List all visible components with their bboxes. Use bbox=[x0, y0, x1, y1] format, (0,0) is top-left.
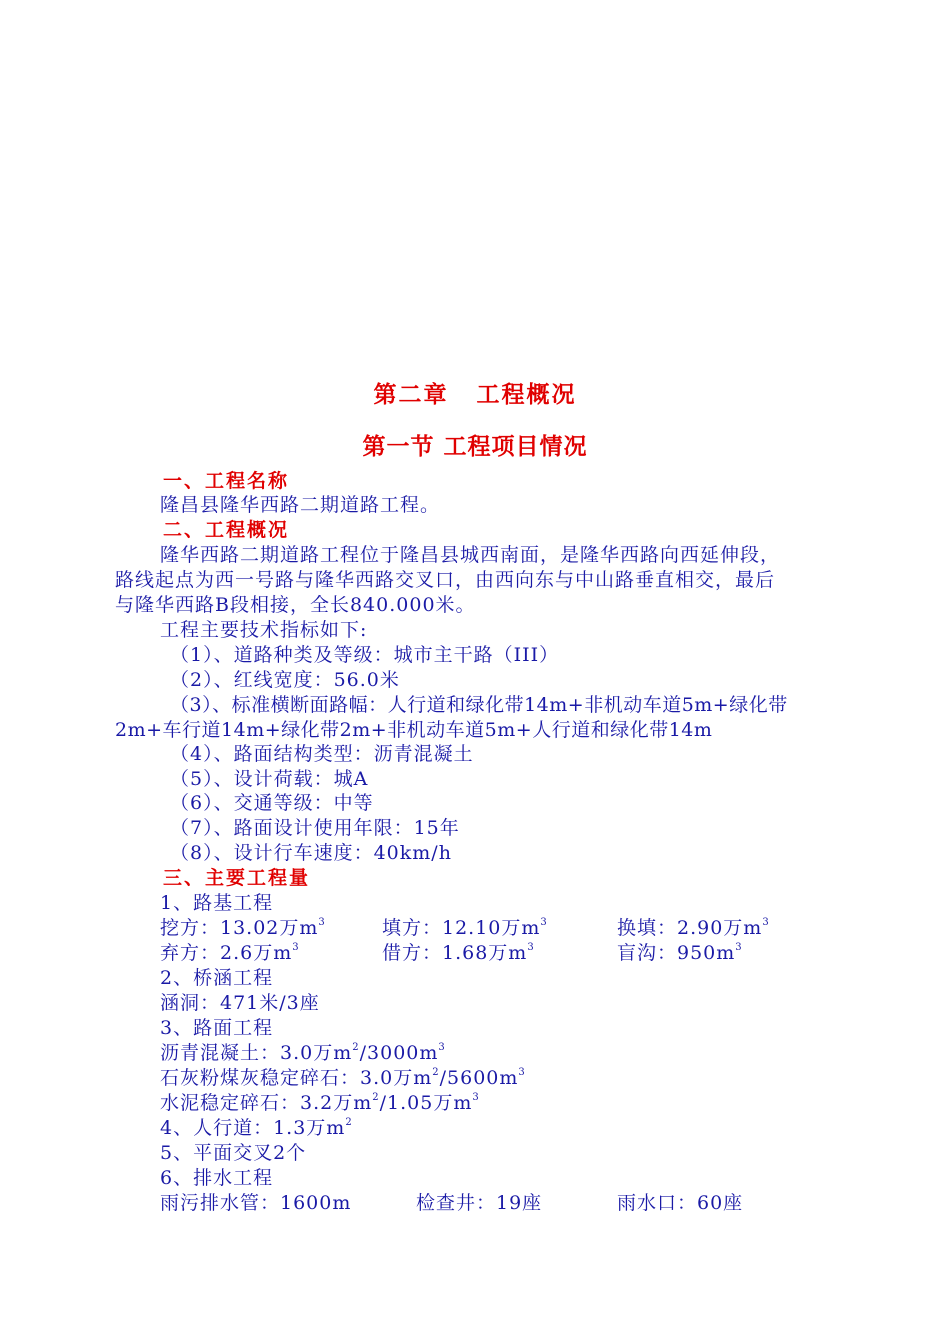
fill: 填方：12.10万$m^3$ bbox=[382, 917, 548, 939]
indicator-4: （4）、路面结构类型：沥青混凝土 bbox=[170, 743, 474, 765]
indicators-intro: 工程主要技术指标如下: bbox=[160, 619, 368, 641]
q3-title: 3、路面工程 bbox=[160, 1017, 274, 1039]
chapter-number: 第二章 bbox=[373, 382, 449, 408]
heading-project-name: 一、工程名称 bbox=[163, 470, 290, 492]
q6-title: 6、排水工程 bbox=[160, 1167, 274, 1189]
indicator-3-cont: 2m+车行道14m+绿化带2m+非机动车道5m+人行道和绿化带14m bbox=[115, 719, 713, 741]
overview-line-3: 与隆华西路B段相接，全长840.000米。 bbox=[115, 594, 476, 616]
culvert: 涵洞：471米/3座 bbox=[160, 992, 320, 1014]
chapter-name: 工程概况 bbox=[476, 382, 577, 408]
indicator-3: （3）、标准横断面路幅：人行道和绿化带14m+非机动车道5m+绿化带 bbox=[170, 694, 788, 716]
heading-overview: 二、工程概况 bbox=[163, 519, 290, 541]
heading-quantities: 三、主要工程量 bbox=[163, 867, 311, 889]
borrow: 借方：1.68万$m^3$ bbox=[382, 942, 535, 964]
project-name: 隆昌县隆华西路二期道路工程。 bbox=[160, 494, 441, 516]
excavation: 挖方：13.02万$m^3$ bbox=[160, 917, 326, 939]
cement-stabilized-gravel: 水泥稳定碎石：3.2万$m^2/1.05$万$m^3$ bbox=[160, 1092, 480, 1114]
q2-title: 2、桥涵工程 bbox=[160, 967, 274, 989]
intersections: 5、平面交叉2个 bbox=[160, 1142, 307, 1164]
inspection-well: 检查井：19座 bbox=[416, 1192, 543, 1214]
sidewalk: 4、人行道：1.3万$m^2$ bbox=[160, 1117, 353, 1139]
replacement-fill: 换填：2.90万$m^3$ bbox=[617, 917, 770, 939]
blind-ditch: 盲沟：$950m^3$ bbox=[617, 942, 743, 964]
indicator-7: （7）、路面设计使用年限：15年 bbox=[170, 817, 460, 839]
drain-pipe: 雨污排水管：1600m bbox=[160, 1192, 352, 1214]
chapter-title bbox=[0, 376, 950, 409]
indicator-2: （2）、红线宽度：56.0米 bbox=[170, 669, 400, 691]
indicator-8: （8）、设计行车速度：40km/h bbox=[170, 842, 452, 864]
q1-title: 1、路基工程 bbox=[160, 892, 274, 914]
lime-flyash-gravel: 石灰粉煤灰稳定碎石：3.0万$m^2/5600m^3$ bbox=[160, 1067, 526, 1089]
indicator-6: （6）、交通等级：中等 bbox=[170, 792, 374, 814]
rain-inlet: 雨水口：60座 bbox=[617, 1192, 744, 1214]
overview-line-1: 隆华西路二期道路工程位于隆昌县城西南面，是隆华西路向西延伸段， bbox=[160, 544, 781, 566]
indicator-1: （1）、道路种类及等级：城市主干路（III） bbox=[170, 644, 560, 666]
asphalt-concrete: 沥青混凝土：3.0万$m^2/3000m^3$ bbox=[160, 1042, 446, 1064]
overview-line-2: 路线起点为西一号路与隆华西路交叉口，由西向东与中山路垂直相交，最后 bbox=[115, 569, 776, 591]
section-title: 第一节 工程项目情况 bbox=[362, 434, 588, 460]
waste: 弃方：2.6万$m^3$ bbox=[160, 942, 300, 964]
indicator-5: （5）、设计荷载：城A bbox=[170, 768, 369, 790]
